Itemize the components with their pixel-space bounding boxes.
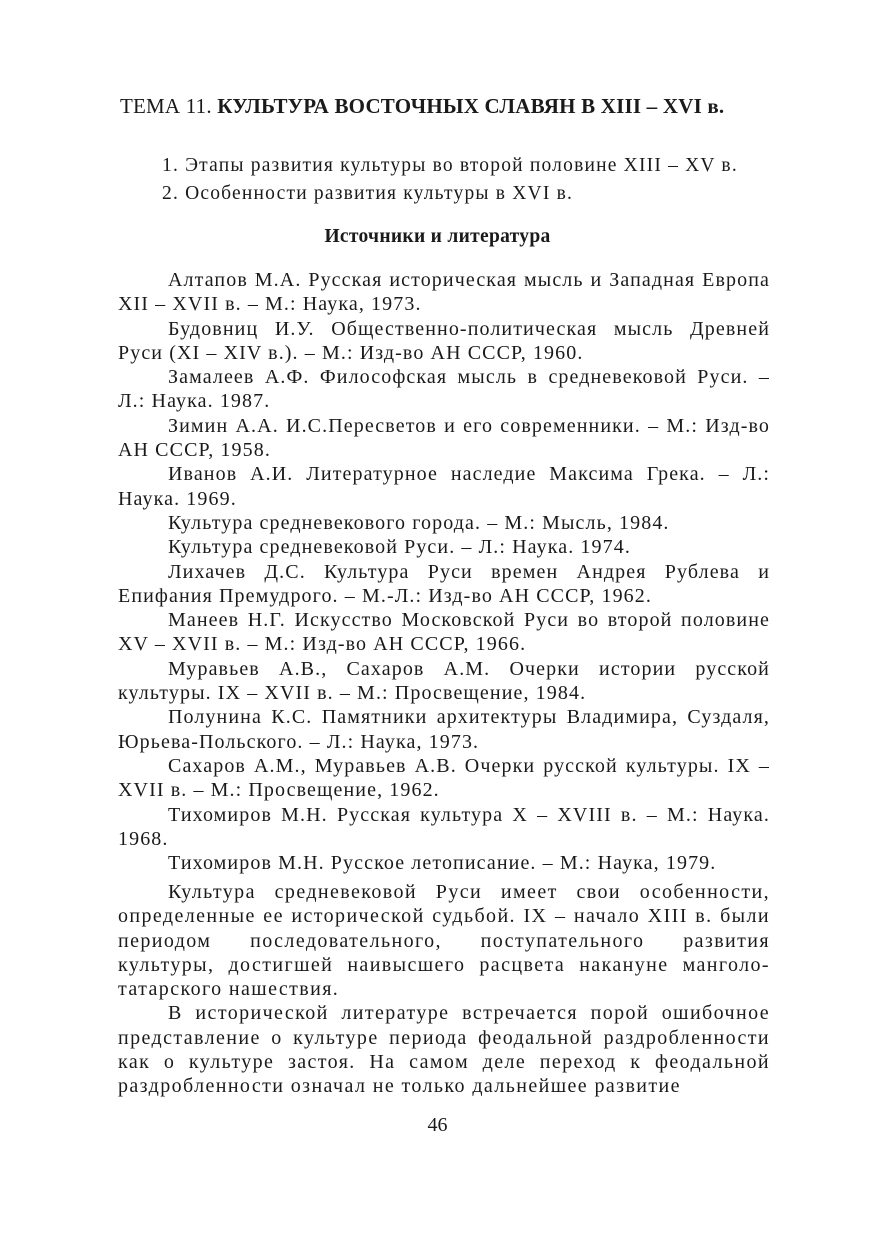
bibliography-entry: Тихомиров М.Н. Русская культура X – XVIII в. – М.: Наука. 1968. — [118, 803, 770, 850]
bibliography-entry: Иванов А.И. Литературное наследие Максима Грека. – Л.: Наука. 1969. — [118, 463, 770, 510]
bibliography-entry: Тихомиров М.Н. Русское летописание. – М.: Наука, 1979. — [168, 852, 717, 875]
bibliography-entry: Полунина К.С. Памятники архитектуры Владимира, Суздаля, Юрьева-Польского. – Л.: Наука, 1973. — [118, 706, 770, 753]
topic-plan — [162, 152, 782, 208]
bibliography-list — [118, 268, 770, 875]
body-paragraph: В исторической литературе встречается порой ошибочное представление о культуре периода феодальной раздробленности как о культуре застоя. На самом деле переход к феодальной раздробленности означал не только дальнейшее развитие — [118, 1002, 770, 1098]
bibliography-entry: Манеев Н.Г. Искусство Московской Руси во второй половине XV – XVII в. – М.: Изд-во АН СССР, 1966. — [118, 609, 770, 656]
plan-item: 2. Особенности развития культуры в XVI в. — [162, 183, 574, 204]
bibliography-entry: Зимин А.А. И.С.Пересветов и его современники. – М.: Изд-во АН СССР, 1958. — [118, 414, 770, 462]
page-number: 46 — [427, 1114, 448, 1136]
chapter-title-prefix: ТЕМА 11. — [120, 94, 218, 118]
bibliography-entry: Муравьев А.В., Сахаров А.М. Очерки истории русской культуры. IX – XVII в. – М.: Просвещение, 1984. — [118, 657, 770, 705]
bibliography-entry: Культура средневекового города. – М.: Мысль, 1984. — [168, 511, 670, 534]
bibliography-entry: Будовниц И.У. Общественно-политическая мысль Древней Руси (XI – XIV в.). – М.: Изд-во АН СССР, 1960. — [118, 317, 770, 364]
plan-item: 1. Этапы развития культуры во второй половине XIII – XV в. — [162, 155, 738, 176]
body-paragraph: Культура средневековой Руси имеет свои особенности, определенные ее исторической судьбой. IX – начало XIII в. были периодом последовательного, поступательного развития культуры, достигшей наивысшего расцвета накануне манголо-татарского нашествия. — [118, 881, 770, 1001]
bibliography-entry: Сахаров А.М., Муравьев А.В. Очерки русской культуры. IX – XVII в. – М.: Просвещение, 1962. — [118, 754, 770, 802]
sources-heading: Источники и литература — [324, 226, 551, 247]
body-text — [118, 880, 770, 1099]
chapter-title-main: КУЛЬТУРА ВОСТОЧНЫХ СЛАВЯН В XIII – XVI в. — [217, 94, 725, 118]
chapter-title — [120, 94, 800, 119]
bibliography-entry: Замалеев А.Ф. Философская мысль в средневековой Руси. – Л.: Наука. 1987. — [118, 366, 770, 413]
bibliography-entry: Лихачев Д.С. Культура Руси времен Андрея Рублева и Епифания Премудрого. – М.-Л.: Изд-во АН СССР, 1962. — [118, 560, 770, 607]
bibliography-entry: Культура средневековой Руси. – Л.: Наука. 1974. — [168, 536, 631, 559]
bibliography-entry: Алтапов М.А. Русская историческая мысль и Западная Европа XII – XVII в. – М.: Наука, 1973. — [118, 269, 770, 316]
